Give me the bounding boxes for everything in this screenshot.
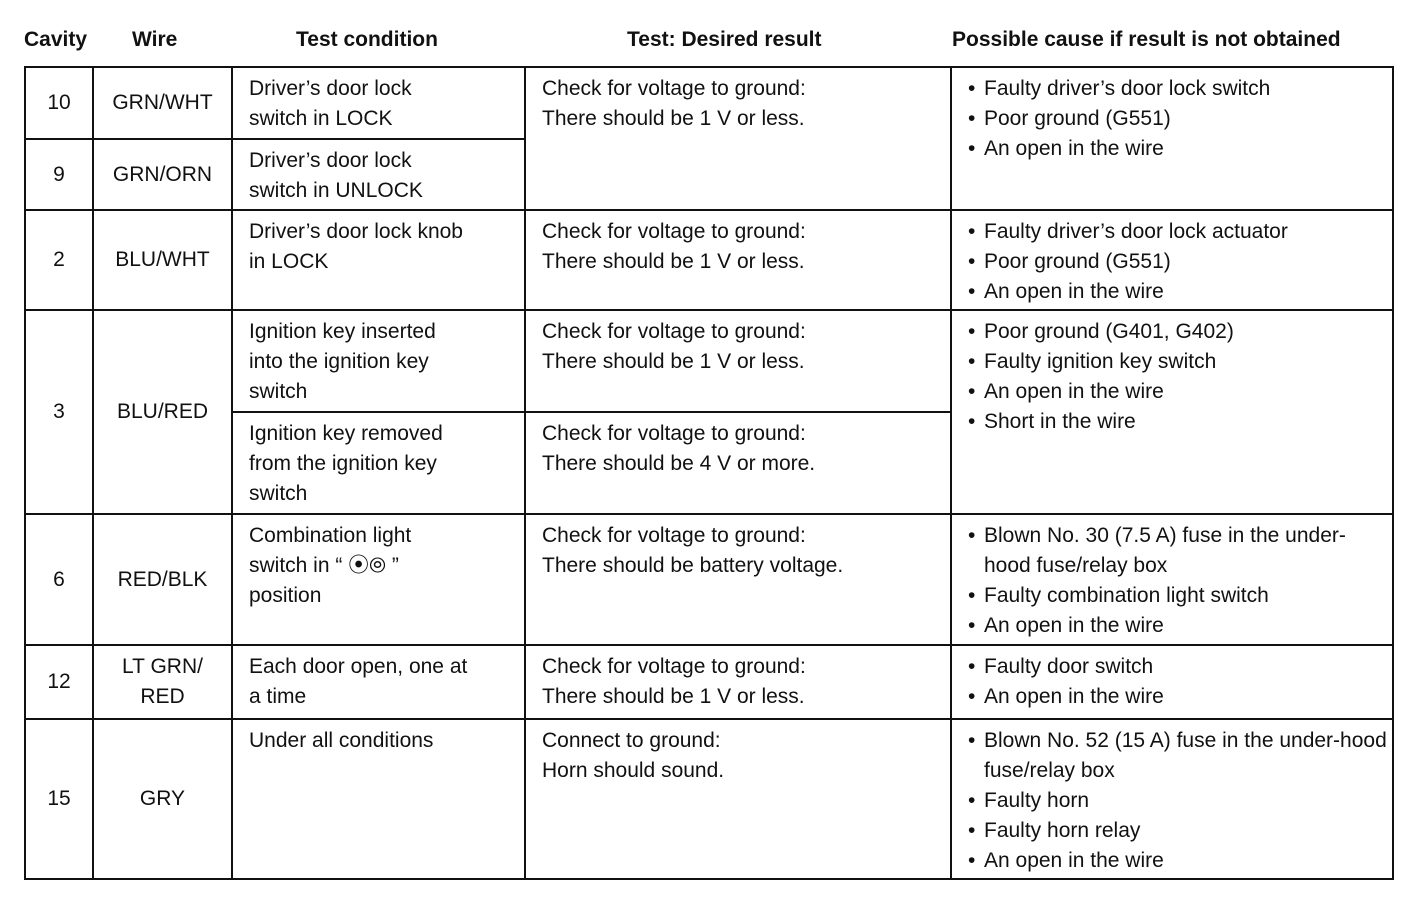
table-row <box>25 645 1393 719</box>
result-cell <box>525 310 951 412</box>
wire-cell: BLU/WHT <box>93 210 232 310</box>
header-cavity: Cavity <box>24 28 88 51</box>
condition-cell <box>232 412 525 514</box>
result-cell <box>525 645 951 719</box>
cause-item: • Faulty ignition key switch <box>968 347 1392 377</box>
result-line: Check for voltage to ground: <box>542 524 806 547</box>
result-line: Check for voltage to ground: <box>542 655 806 678</box>
condition-line: Driver’s door lock <box>249 77 412 100</box>
header-test-condition: Test condition <box>296 28 438 51</box>
column-headers <box>0 28 1408 62</box>
condition-line: Driver’s door lock <box>249 149 412 172</box>
header-desired-result: Test: Desired result <box>627 28 822 51</box>
cause-cell <box>951 310 1393 514</box>
condition-line: into the ignition key <box>249 350 429 373</box>
cause-item: • An open in the wire <box>968 611 1392 641</box>
wire-cell <box>93 645 232 719</box>
table-row <box>25 210 1393 310</box>
condition-line: switch in UNLOCK <box>249 179 423 202</box>
cause-item: • Short in the wire <box>968 407 1392 437</box>
cause-item: • Faulty horn relay <box>968 816 1392 846</box>
condition-cell <box>232 139 525 210</box>
condition-cell <box>232 645 525 719</box>
cause-item: • An open in the wire <box>968 277 1392 307</box>
condition-cell <box>232 210 525 310</box>
header-wire: Wire <box>132 28 178 51</box>
wire-cell: GRN/WHT <box>93 67 232 139</box>
condition-line: Combination light <box>249 524 412 547</box>
cause-item: • Faulty door switch <box>968 652 1392 682</box>
cause-cell <box>951 719 1393 879</box>
result-line: Connect to ground: <box>542 729 721 752</box>
cause-list <box>968 652 1392 712</box>
result-cell <box>525 412 951 514</box>
cavity-cell: 10 <box>25 67 93 139</box>
cause-cell <box>951 514 1393 645</box>
header-possible-cause: Possible cause if result is not obtained <box>952 28 1341 51</box>
cause-cell <box>951 210 1393 310</box>
condition-line: switch in LOCK <box>249 107 393 130</box>
cause-item: • An open in the wire <box>968 377 1392 407</box>
result-line: Horn should sound. <box>542 759 725 782</box>
result-line: There should be 1 V or less. <box>542 685 805 708</box>
cause-list <box>968 521 1392 641</box>
cause-item: • Faulty combination light switch <box>968 581 1392 611</box>
condition-cell <box>232 719 525 879</box>
result-line: There should be 1 V or less. <box>542 250 805 273</box>
condition-line: switch in “ ⦿⦾ ” <box>249 554 399 577</box>
condition-line: a time <box>249 685 307 708</box>
cause-item: • Poor ground (G551) <box>968 104 1392 134</box>
condition-cell <box>232 67 525 139</box>
troubleshooting-table <box>24 66 1394 880</box>
cavity-cell: 12 <box>25 645 93 719</box>
table-row <box>25 67 1393 139</box>
cause-item: • Blown No. 52 (15 A) fuse in the under-hood fuse/relay box <box>968 726 1392 786</box>
cause-item: • An open in the wire <box>968 134 1392 164</box>
condition-cell <box>232 310 525 412</box>
condition-line: from the ignition key <box>249 452 437 475</box>
wire-cell: RED/BLK <box>93 514 232 645</box>
condition-line: Ignition key removed <box>249 422 443 445</box>
condition-line: switch <box>249 482 308 505</box>
result-line: Check for voltage to ground: <box>542 77 806 100</box>
cavity-cell: 6 <box>25 514 93 645</box>
condition-line: switch <box>249 380 308 403</box>
wire-cell: GRN/ORN <box>93 139 232 210</box>
result-cell <box>525 719 951 879</box>
result-line: There should be 1 V or less. <box>542 107 805 130</box>
cavity-cell: 9 <box>25 139 93 210</box>
result-cell <box>525 67 951 210</box>
result-line: Check for voltage to ground: <box>542 422 806 445</box>
result-cell <box>525 514 951 645</box>
cause-item: • Poor ground (G551) <box>968 247 1392 277</box>
condition-cell <box>232 514 525 645</box>
result-line: There should be battery voltage. <box>542 554 844 577</box>
cause-item: • Faulty horn <box>968 786 1392 816</box>
result-cell <box>525 210 951 310</box>
cause-list <box>968 726 1392 876</box>
wire-cell: GRY <box>93 719 232 879</box>
cause-list <box>968 317 1392 437</box>
table-row <box>25 719 1393 879</box>
cause-item: • Poor ground (G401, G402) <box>968 317 1392 347</box>
result-line: Check for voltage to ground: <box>542 320 806 343</box>
result-line: Check for voltage to ground: <box>542 220 806 243</box>
cause-list <box>968 74 1392 164</box>
cavity-cell: 3 <box>25 310 93 514</box>
condition-line: Each door open, one at <box>249 655 468 678</box>
condition-line: Under all conditions <box>249 729 434 752</box>
cause-cell <box>951 645 1393 719</box>
result-line: There should be 1 V or less. <box>542 350 805 373</box>
cause-item: • Faulty driver’s door lock actuator <box>968 217 1392 247</box>
cavity-cell: 15 <box>25 719 93 879</box>
cause-item: • An open in the wire <box>968 846 1392 876</box>
table-row <box>25 514 1393 645</box>
condition-line: Ignition key inserted <box>249 320 436 343</box>
condition-line: Driver’s door lock knob <box>249 220 463 243</box>
cause-item: • Blown No. 30 (7.5 A) fuse in the under-hood fuse/relay box <box>968 521 1392 581</box>
cavity-cell: 2 <box>25 210 93 310</box>
cause-item: • An open in the wire <box>968 682 1392 712</box>
condition-line: position <box>249 584 322 607</box>
wire-label: LT GRN/ RED <box>122 655 203 708</box>
cause-list <box>968 217 1392 307</box>
condition-line: in LOCK <box>249 250 329 273</box>
table-row <box>25 310 1393 412</box>
cause-item: • Faulty driver’s door lock switch <box>968 74 1392 104</box>
result-line: There should be 4 V or more. <box>542 452 816 475</box>
wire-cell: BLU/RED <box>93 310 232 514</box>
cause-cell <box>951 67 1393 210</box>
